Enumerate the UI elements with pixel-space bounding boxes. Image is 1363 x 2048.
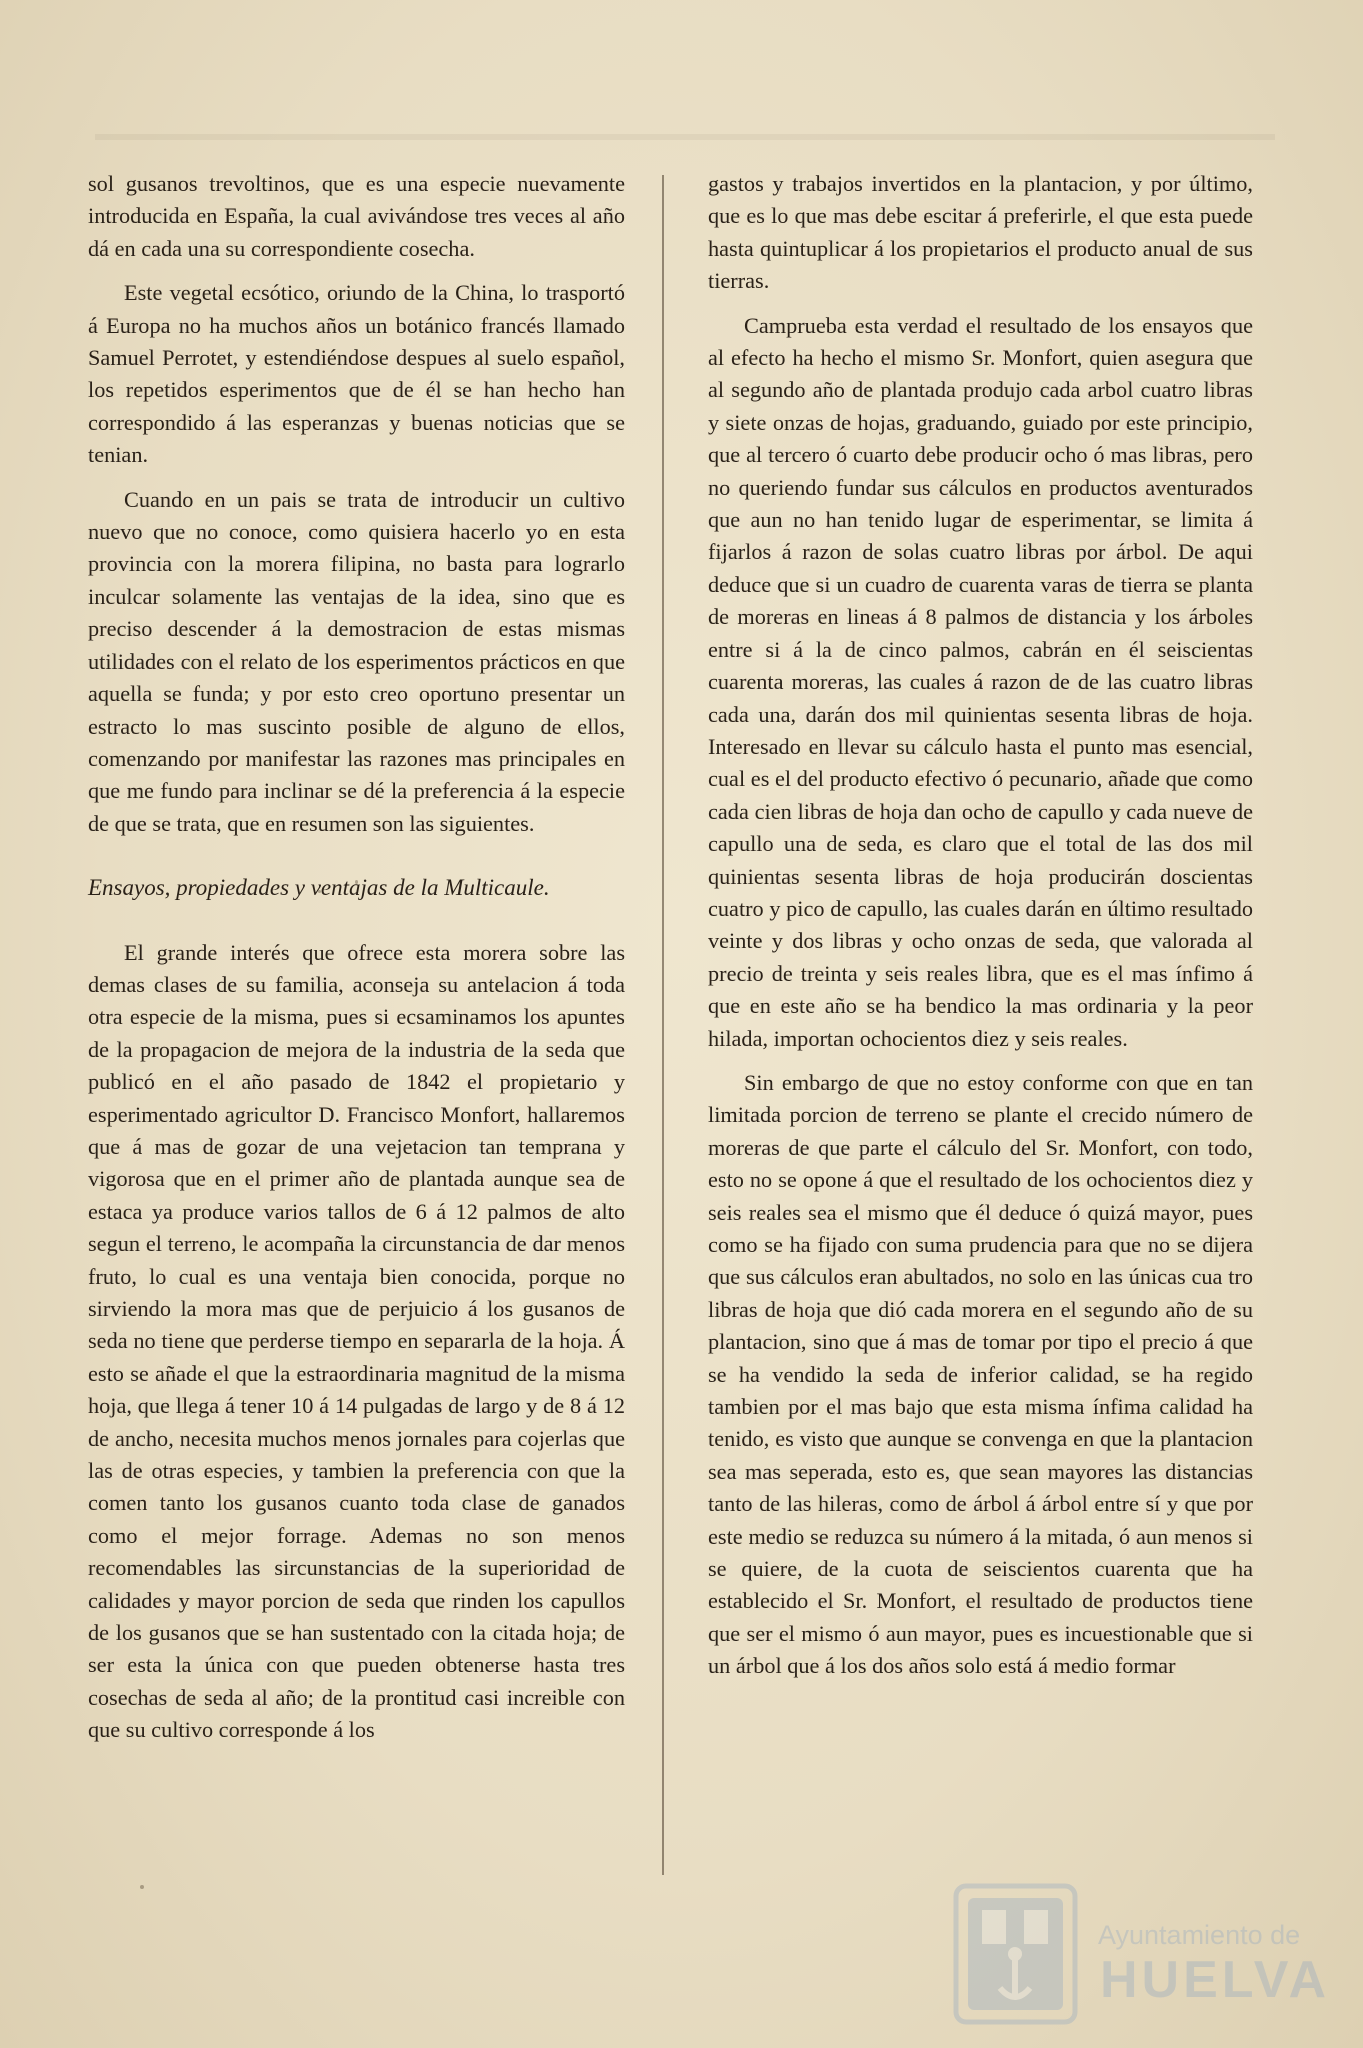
column-divider: [662, 175, 664, 1875]
left-paragraph-2: Este vegetal ecsótico, oriundo de la China, lo trasportó á Europa no ha muchos años un botánico francés llamado Samuel Perrotet, y estendiéndose despues al suelo español, los repetidos esperimentos que de él se han hecho han correspondido á las esperanzas y buenas noticias que se tenian.: [88, 280, 625, 468]
watermark-line-1: Ayuntamiento de: [1098, 1920, 1301, 1950]
paper-speck: [318, 890, 321, 893]
bleed-through-text: [95, 120, 1275, 162]
archive-watermark: [948, 1880, 1331, 2030]
right-paragraph-1: gastos y trabajos invertidos en la plantacion, y por último, que es lo que mas debe escitar á preferirle, el que esta puede hasta quintuplicar á los propietarios el producto anual de sus tierras.: [708, 171, 1253, 294]
paper-speck: [140, 1885, 144, 1889]
section-heading: Ensayos, propiedades y ventajas de la Multicaule.: [88, 875, 550, 901]
coat-of-arms-icon: [948, 1880, 1083, 2030]
right-paragraph-2: Camprueba esta verdad el resultado de los ensayos que al efecto ha hecho el mismo Sr. Monfort, quien asegura que al segundo año de plantada produjo cada arbol cuatro libras y siete onzas de hojas, graduando, guiado por este principio, que al tercero ó cuarto debe producir ocho ó mas libras, pero no queriendo fundar sus cálculos en productos aventurados que aun no han tenido lugar de esperimentar, se limita á fijarlos á razon de solas cuatro libras por árbol. De aqui deduce que si un cuadro de cuarenta varas de tierra se planta de moreras en lineas á 8 palmos de distancia y los árboles entre si á la de cinco palmos, cabrán en él seiscientas cuarenta moreras, las cuales á razon de de las cuatro libras cada una, darán dos mil quinientas sesenta libras de hoja. Interesado en llevar su cálculo hasta el punto mas esencial, cual es el del producto efectivo ó pecunario, añade que como cada cien libras de hoja dan ocho de capullo y cada nueve de capullo una de seda, es claro que el total de las dos mil quinientas sesenta libras de hoja producirán doscientas cuatro y pico de capullo, las cuales darán en último resultado veinte y dos libras y ocho onzas de seda, que valorada al precio de treinta y seis reales libra, que es el mas ínfimo á que en este año se ha bendico la mas ordinaria y la peor hilada, importan ochocientos diez y seis reales.: [708, 312, 1253, 1051]
left-column: [88, 168, 625, 1759]
paper-speck: [355, 880, 358, 884]
watermark-line-2: HUELVA: [1100, 1951, 1331, 2009]
left-paragraph-1: sol gusanos trevoltinos, que es una especie nuevamente introducida en España, la cual avivándose tres veces al año dá en cada una su correspondiente cosecha.: [88, 171, 625, 261]
right-paragraph-3: Sin embargo de que no estoy conforme con que en tan limitada porcion de terreno se plante el crecido número de moreras de que parte el cálculo del Sr. Monfort, con todo, esto no se opone á que el resultado de los ochocientos diez y seis reales sea el mismo que él deduce ó quizá mayor, pues como se ha fijado con suma prudencia para que no se dijera que sus cálculos eran abultados, no solo en las únicas cua tro libras de hoja que dió cada morera en el segundo año de su plantacion, sino que á mas de tomar por tipo el precio á que se ha vendido la seda de inferior calidad, se ha regido tambien por el mas bajo que esta misma ínfima calidad ha tenido, es visto que aunque se convenga en que la plantacion sea mas seperada, esto es, que sean mayores las distancias tanto de las hileras, como de árbol á árbol entre sí y que por este medio se reduzca su número á la mitada, ó aun menos si se quiere, de la cuota de seiscientos cuarenta que ha establecido el Sr. Monfort, el resultado de productos tiene que ser el mismo ó aun mayor, pues es incuestionable que si un árbol que á los dos años solo está á medio formar: [708, 1069, 1253, 1679]
left-paragraph-4: El grande interés que ofrece esta morera sobre las demas clases de su familia, aconseja su antelacion á toda otra especie de la misma, pues si ecsaminamos los apuntes de la propagacion de mejora de la industria de la seda que publicó en el año pasado de 1842 el propietario y esperimentado agricultor D. Francisco Monfort, hallaremos que á mas de gozar de una vejetacion tan temprana y vigorosa que en el primer año de plantada aunque sea de estaca ya produce varios tallos de 6 á 12 palmos de alto segun el terreno, le acompaña la circunstancia de dar menos fruto, lo cual es una ventaja bien conocida, porque no sirviendo la mora mas que de perjuicio á los gusanos de seda no tiene que perderse tiempo en separarla de la hoja. Á esto se añade el que la estraordinaria magnitud de la misma hoja, que llega á tener 10 á 14 pulgadas de largo y de 8 á 12 de ancho, necesita muchos menos jornales para cojerlas que las de otras especies, y tambien la preferencia con que la comen tanto los gusanos cuanto toda clase de ganados como el mejor forrage. Ademas no son menos recomendables las sircunstancias de la superioridad de calidades y mayor porcion de seda que rinden los capullos de los gusanos que se han sustentado con la citada hoja; de ser esta la única con que pueden obtenerse hasta tres cosechas de seda al año; de la prontitud casi increible con que su cultivo corresponde á los: [88, 939, 625, 1743]
left-paragraph-3: Cuando en un pais se trata de introducir un cultivo nuevo que no conoce, como quisiera hacerlo yo en esta provincia con la morera filipina, no basta para lograrlo inculcar solamente las ventajas de la idea, sino que es preciso descender á la demostracion de estas mismas utilidades con el relato de los esperimentos prácticos en que aquella se funda; y por esto creo oportuno presentar un estracto lo mas suscinto posible de alguno de ellos, comenzando por manifestar las razones mas principales en que me fundo para inclinar se dé la preferencia á la especie de que se trata, que en resumen son las siguientes.: [88, 486, 625, 836]
right-column: [708, 168, 1253, 1695]
bleed-through-texture: [95, 120, 1275, 154]
